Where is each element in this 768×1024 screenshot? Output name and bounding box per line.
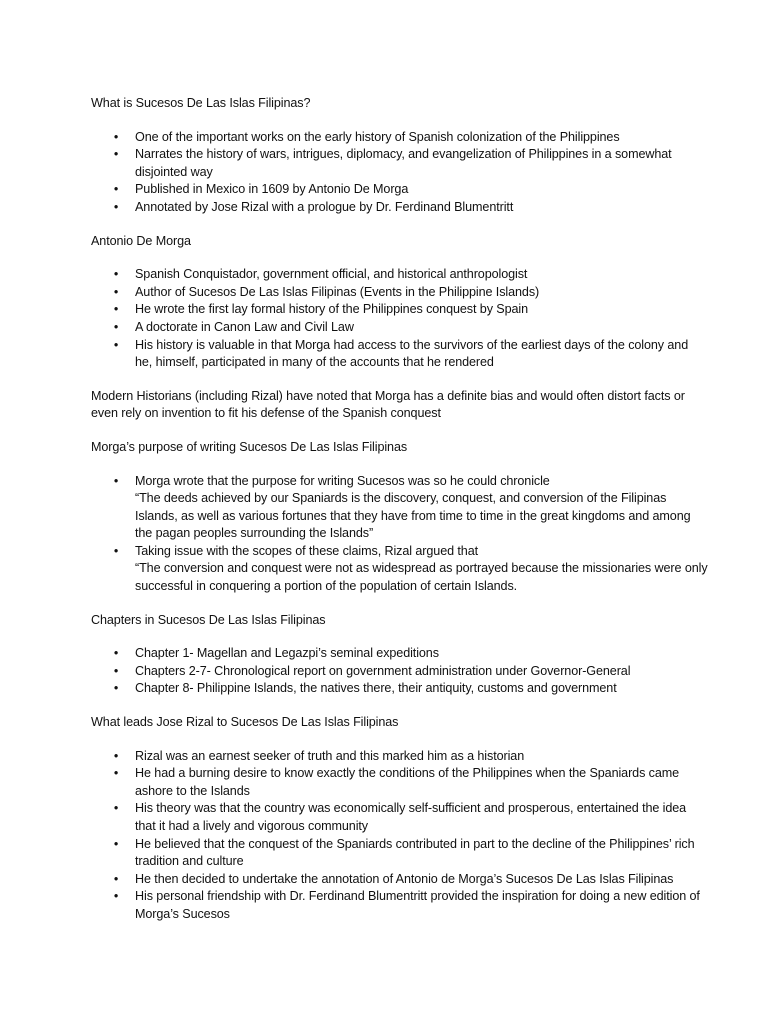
bullet-list-chapters — [91, 645, 708, 698]
bullet-icon: • — [113, 199, 119, 214]
list-item: • Rizal was an earnest seeker of truth and this marked him as a historian — [91, 748, 708, 766]
bullet-list-antonio-de-morga — [91, 266, 708, 372]
bullet-icon: • — [113, 284, 119, 299]
section-heading-antonio-de-morga: Antonio De Morga — [91, 233, 191, 248]
list-item: • He believed that the conquest of the Spaniards contributed in part to the decline of the Philippines’ rich tradition and culture — [91, 836, 708, 871]
list-item: • Chapters 2-7- Chronological report on government administration under Governor-General — [91, 663, 708, 681]
list-item: • Chapter 1- Magellan and Legazpi’s seminal expeditions — [91, 645, 708, 663]
bullet-icon: • — [113, 889, 119, 904]
list-item: • One of the important works on the early history of Spanish colonization of the Philippines — [91, 129, 708, 147]
section-heading-morga-purpose: Morga’s purpose of writing Sucesos De Las Islas Filipinas — [91, 439, 408, 454]
bullet-icon: • — [113, 337, 119, 352]
list-item: • He had a burning desire to know exactly the conditions of the Philippines when the Spaniards came ashore to the Islands — [91, 765, 708, 800]
list-item: • He then decided to undertake the annotation of Antonio de Morga’s Sucesos De Las Islas Filipinas — [91, 871, 708, 889]
list-item: • His history is valuable in that Morga had access to the survivors of the earliest days of the colony and he, himself, participated in many of the accounts that he rendered — [91, 337, 708, 372]
bullet-icon: • — [113, 663, 119, 678]
list-item: • His personal friendship with Dr. Ferdinand Blumentritt provided the inspiration for doing a new edition of Morga’s Sucesos — [91, 888, 708, 923]
list-item: • He wrote the first lay formal history of the Philippines conquest by Spain — [91, 301, 708, 319]
list-item: • Chapter 8- Philippine Islands, the natives there, their antiquity, customs and government — [91, 680, 708, 698]
quote-text: “The conversion and conquest were not as widespread as portrayed because the missionaries were only successful in conquering a portion of the population of certain Islands. — [135, 561, 708, 594]
bullet-icon: • — [113, 801, 119, 816]
bullet-icon: • — [113, 766, 119, 781]
list-item: • Narrates the history of wars, intrigues, diplomacy, and evangelization of Philippines in a somewhat disjointed way — [91, 146, 708, 181]
bullet-icon: • — [113, 748, 119, 763]
list-item: • His theory was that the country was economically self-sufficient and prosperous, entertained the idea that it had a lively and vigorous community — [91, 800, 708, 835]
bullet-icon: • — [113, 129, 119, 144]
bullet-icon: • — [113, 473, 119, 488]
section-heading-rizal-leads: What leads Jose Rizal to Sucesos De Las Islas Filipinas — [91, 715, 399, 730]
bullet-icon: • — [113, 543, 119, 558]
quote-text: “The deeds achieved by our Spaniards is the discovery, conquest, and conversion of the Filipinas Islands, as well as various fortunes that they have from time to time in the great kingdoms and among the pagan peoples surrounding the Islands” — [135, 491, 691, 541]
list-item: • Spanish Conquistador, government official, and historical anthropologist — [91, 266, 708, 284]
section-heading-chapters: Chapters in Sucesos De Las Islas Filipinas — [91, 612, 326, 627]
bullet-icon: • — [113, 319, 119, 334]
bullet-icon: • — [113, 681, 119, 696]
bullet-icon: • — [113, 302, 119, 317]
list-item: • Published in Mexico in 1609 by Antonio De Morga — [91, 181, 708, 199]
bullet-icon: • — [113, 836, 119, 851]
bullet-list-morga-purpose — [91, 473, 708, 596]
list-item: • Author of Sucesos De Las Islas Filipinas (Events in the Philippine Islands) — [91, 284, 708, 302]
bullet-icon: • — [113, 182, 119, 197]
bullet-icon: • — [113, 147, 119, 162]
list-item: • Morga wrote that the purpose for writing Sucesos was so he could chronicle “The deeds achieved by our Spaniards is the discovery, conquest, and conversion of the Filipinas Islands, as well as various fortunes that they have from time to time in the great kingdoms and among the pagan peoples surrounding the Islands” — [91, 473, 708, 543]
list-item: • A doctorate in Canon Law and Civil Law — [91, 319, 708, 337]
list-item: • Taking issue with the scopes of these claims, Rizal argued that “The conversion and conquest were not as widespread as portrayed because the missionaries were only successful in conquering a portion of the population of certain Islands. — [91, 543, 708, 596]
bullet-list-what-is-sucesos — [91, 129, 708, 217]
list-item: • Annotated by Jose Rizal with a prologue by Dr. Ferdinand Blumentritt — [91, 199, 708, 217]
section-heading-what-is-sucesos: What is Sucesos De Las Islas Filipinas? — [91, 96, 311, 110]
bullet-list-rizal-leads — [91, 748, 708, 924]
bullet-icon: • — [113, 871, 119, 886]
historians-bias-paragraph: Modern Historians (including Rizal) have noted that Morga has a definite bias and would often distort facts or even rely on invention to fit his defense of the Spanish conquest — [91, 388, 685, 421]
bullet-icon: • — [113, 267, 119, 282]
bullet-icon: • — [113, 646, 119, 661]
